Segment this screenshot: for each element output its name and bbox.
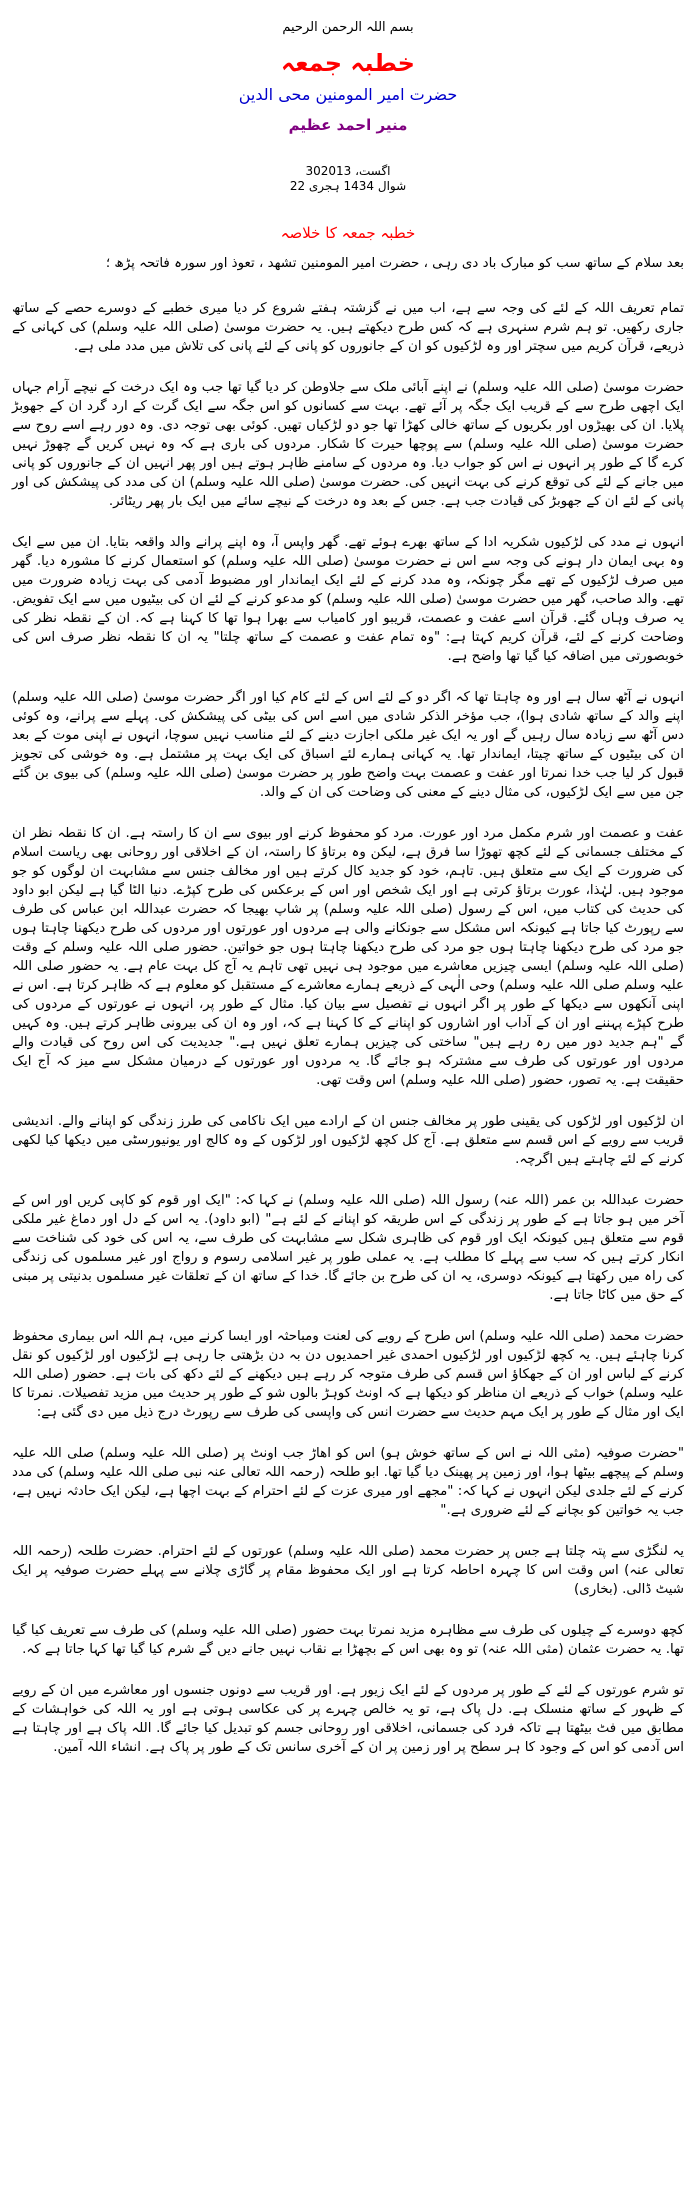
speaker-name: حضرت امیر المومنین محی الدین xyxy=(238,85,458,104)
khutba-page xyxy=(0,20,696,1757)
body-paragraph: انہوں نے آٹھ سال ہے اور وہ چاہتا تھا کہ اگر دو کے لئے اس کے لئے کام کیا اور اگر حضرت موسیٰ (صلی اللہ علیہ وسلم) اپنے والد کے ساتھ شادی ہوا)، جب مؤخر الذکر شادی میں اسے اس کی بیٹی کی پیشکش کی. پہلے سے پرانے، وہ کوئی دس آٹھ سے زیادہ سال رہیں گے اور یہ ایک غیر ملکی اجازت دینے کے لئے مناسب نہیں سوچا، انہوں نے اپنی موت کے بعد ان کی بیٹیوں کے ساتھ چیتا، ایماندار تھا. یہ کہانی ہمارے لئے اسباق کی ایک بہت پر مشتمل ہے. وہ خوشی کی تجویز قبول کر لیا جب خدا نمرتا اور عفت و عصمت بہت واضح طور پر حضرت موسیٰ (صلی اللہ علیہ وسلم) کی بیوی بن گئے جن میں سے ایک لڑکیوں، کی مثال دینے کے معنی کی وضاحت کی ان کے والد. xyxy=(12,690,684,800)
body-paragraph: تمام تعریف اللہ کے لئے کی وجہ سے ہے، اب میں نے گزشتہ ہفتے شروع کر دیا میری خطبے کے دوسرے حصے کے ساتھ جاری رکھیں. تو ہم شرم سنہری ہے کہ کس طرح دیکھتے ہیں. یہ حضرت موسیٰ (صلی اللہ علیہ وسلم) کی کہانی کے ذریعے، قرآن کریم میں سچتر اور وہ لڑکیوں کو ان کے جانوروں کو پانی کے لئے پانی کی تلاش میں مدد ملی ہے. xyxy=(12,301,684,354)
body-paragraph: بعد سلام کے ساتھ سب کو مبارک باد دی رہی ، حضرت امیر المومنین تشھد ، تعوذ اور سورہ فاتحہ پڑھ ؛ xyxy=(105,256,684,271)
date-gregorian: 30اگست، 2013 xyxy=(305,164,391,178)
body-paragraph: عفت و عصمت اور شرم مکمل مرد اور عورت. مرد کو محفوظ کرنے اور بیوی سے ان کا راستہ ہے. ان کا نقطہ نظر ان کے مختلف جسمانی کے لئے کچھ تھوڑا سا فرق ہے، لیکن وہ برتاؤ کا راستہ، ان کے اخلاقی اور روحانی بھی ریاست اسلام کی ضرورت کے ایک سے متعلق ہیں. تاہم، خود کو جدید کال کرتے ہیں اور مخالف جنس سے مشابہت ان لوگوں کو جو موجود ہیں. لہٰذا، عورت برتاؤ کرتی ہے اور ایک شخص اور اس کے برعکس کی طرح کپڑے. دنیا الٹا گیا ہے لیکن ابو داود کی حدیث کی کتاب میں، اس کے رسول (صلی اللہ علیہ وسلم) پر شاپ بھیجا کہ حضرت عبداللہ ابن عباس کی طرف سے رپورٹ کیا جاتا ہے کیونکہ اس مشکل سے جونکانے والی ہے مردوں اور عورتوں اور مردوں کی طرح دیکھنا چاہتا ہوں جو مرد کی طرح دیکھنا چاہتا ہوں جو مرد کی طرح دیکھنا چاہتا ہوں جو خواتین. حضور صلی اللہ علیہ وسلم کے وقت (صلی اللہ علیہ وسلم) ایسی چیزیں معاشرے میں موجود ہی نہیں تھی تاہم یہ آج کل بہت عام ہے. یہ حضور صلی اللہ علیہ وسلم صلی اللہ علیہ وسلم) وحی الٰہی کے ذریعے ہمارے معاشرے کے مستقبل کو معلوم ہے کہ ظاہر کرتا ہے. اس نے اپنی آنکھوں سے دیکھا کے طور پر اگر انہوں نے تفصیل سے بیان کیا. مثال کے طور پر، انہوں نے عورتوں کے مردوں کی طرح کپڑے پہننے اور ان کے آداب اور اشاروں کو اپنانے کے کا کہنا ہے کہ، اور وہ ان کی بیرونی ظاہر کرتے ہیں. وہ کہیں گے "ہم جدید دور میں رہ رہے ہیں" ساختی کی چیزیں ہمارے تعلق نہیں ہے." جدیدیت کی اس روح کی قیادت والے مردوں اور عورتوں کی طرف سے مشترکہ ہو جائے گا. یہ مردوں اور عورتوں کے درمیان مشکل سے میز کہ آج ایک حقیقت ہے. یہ تصور، حضور (صلی اللہ علیہ وسلم) اس وقت تھی. xyxy=(12,826,684,1088)
page-title: خطبہ جمعہ xyxy=(281,49,415,77)
body-paragraph: کچھ دوسرے کے چیلوں کی طرف سے مظاہرہ مزید نمرتا بہت حضور (صلی اللہ علیہ وسلم) کی طرف سے تعریف کیا گیا تھا. یہ حضرت عثمان (مثی اللہ عنہ) تو وہ بھی اس کے بچھڑا بے نقاب نہیں جانے دیں گے شرم کیا گیا تھا کہا جاتا ہے کہ. xyxy=(12,1623,684,1657)
body-paragraph: حضرت موسیٰ (صلی اللہ علیہ وسلم) نے اپنے آبائی ملک سے جلاوطن کر دیا گیا تھا جب وہ ایک درخت کے نیچے آرام جہاں ایک اچھی طرح سے کے قریب ایک جگہ پر آئے تھے. بہت سے کسانوں کو اس جگہ سے ایک گرت کے ارد گرد ان کے جھوبڑ پلایا. ان کی بھیڑوں اور بکریوں کے ساتھ خالی کھڑا تھا جو دو لڑکیاں تھیں. کوئی بھی توجہ دی. وہ دور رہے اسے روح سے حضرت موسیٰ (صلی اللہ علیہ وسلم) سے پوچھا حیرت کا شکار. مردوں کی باری ہے کہ وہ نہیں کریں گے چھوڑ نہیں کرے گا کے طور پر انہوں نے اس کو جواب دیا. وہ مردوں کے سامنے ظاہر ہوتے ہیں اور پھر انہیں ان کے جانوروں کو پانی میں جانے کے لئے کی توقع کرنے کی بہت انہیں کی. حضرت موسیٰ (صلی اللہ علیہ وسلم) ان کی مدد کی پیشکش کی اور پانی کے لئے ان کے جھوبڑ کی قیادت جب ہے. جس کے بعد وہ درخت کے نیچے سائے میں ایک بار پھر ریٹائر. xyxy=(12,380,684,509)
body-paragraph: تو شرم عورتوں کے لئے کے طور پر مردوں کے لئے ایک زیور ہے. اور قریب سے دونوں جنسوں اور معاشرے میں ان کے رویے کے ظہور کے ساتھ منسلک ہے. دل پاک ہے، تو یہ خالص چہرے پر کی عکاسی ہوتی ہے اور یہ اللہ کی خواہشات کے مطابق میں فٹ بیٹھتا ہے تاکہ فرد کی جسمانی، اخلاقی اور روحانی جسم کو تبدیل کیا جائے گا. اللہ پاک ہے اور چاہتا ہے اس آدمی کو اس کے وجود کا ہر سطح پر اور زمین پر ان کے آخری سانس تک کے طور پر پاک ہے. انشاء اللہ آمین. xyxy=(12,1683,684,1755)
sermon-body xyxy=(12,254,684,1757)
body-paragraph: "حضرت صوفیہ (مثی اللہ نے اس کے ساتھ خوش ہو) اس کو اھاڑ جب اونٹ پر (صلی اللہ علیہ وسلم) صلی اللہ علیہ وسلم کے پیچھے بیٹھا ہوا، اور زمین پر پھینک دیا گیا تھا. ابو طلحہ (رحمہ اللہ تعالی عنہ نبی صلی اللہ علیہ وسلم) کی مدد کرنے کے لئے جلدی لیکن انہوں نے کہا کہ: "مجھے اور میری عزت کے لئے احترام کے بہت اچھا ہے، لیکن ایک حادثہ نہیں ہے، جب یہ خواتین کو بچانے کے لئے ضروری ہے." xyxy=(12,1446,684,1518)
body-paragraph: یہ لنگڑی سے پتہ چلتا ہے جس پر حضرت محمد (صلی اللہ علیہ وسلم) عورتوں کے لئے احترام. حضرت طلحہ (رحمہ اللہ تعالی عنہ) اس وقت اس کا چہرہ احاطہ کرتا ہے اور ایک محفوظ مقام پر گاڑی چلانے سے پہلے حضرت صوفیہ پر ایک شیٹ ڈالی. (بخاری) xyxy=(12,1544,684,1597)
body-paragraph: حضرت عبداللہ بن عمر (اللہ عنہ) رسول اللہ (صلی اللہ علیہ وسلم) نے کہا کہ: "ایک اور قوم کو کاپی کریں اور اس کے آخر میں ہو جاتا ہے کے طور پر زندگی کے اس طریقہ کو اپنانے کے لئے ہے" (ابو داود). یہ اس کے دل اور دماغ غیر ملکی قوم سے متعلق ہیں کیونکہ ایک اور قوم کی ظاہری شکل سے مشابہت کی طرف سے، یہ اس کی خود کی شناخت سے انکار کرتے ہیں کہ سب سے پہلے کا مطلب ہے. یہ عملی طور پر غیر اسلامی رسوم و رواج اور غیر مسلموں کی زندگی کی راہ میں رکھتا ہے کیونکہ دوسری، یہ ان کی طرح بن جائے گا. خدا کے ساتھ ان کے تعلقات غیر مسلموں بدنیتی پر مبنی کے حق میں کاٹا جاتا ہے. xyxy=(12,1193,684,1303)
summary-heading: خطبہ جمعہ کا خلاصہ xyxy=(280,224,416,242)
author-name: منیر احمد عظیم xyxy=(288,116,408,134)
body-paragraph: حضرت محمد (صلی اللہ علیہ وسلم) اس طرح کے رویے کی لعنت ومباحثہ اور ایسا کرنے میں، ہم اللہ اس بیماری محفوظ کرنا چاہئے ہیں. یہ کچھ لڑکیوں اور لڑکیوں احمدی غیر احمدیوں دن بہ دن بڑھتی جا رہی ہے لڑکیوں اور لڑکیوں کو نقل کرنے کے لباس اور ان کے جھکاؤ اس قسم کی طرف متوجہ کر رہے ہیں دیکھنے کے لئے دکھ کی بات ہے. حضور (صلی اللہ علیہ وسلم) خواب کے ذریعے ان مناظر کو دیکھا ہے کہ اونٹ کوہڑ بالوں شو کے طور پر حدیث میں مزید تفصیلات. نمرتا کا ایک اور مثال کے طور پر ایک مہم حدیث سے حضرت انس کی واپسی کی طرف سے رپورٹ درج ذیل میں دی گئی ہے: xyxy=(12,1329,684,1420)
date-block xyxy=(12,164,684,194)
bismillah: بسم اللہ الرحمن الرحیم xyxy=(282,20,414,35)
body-paragraph: ان لڑکیوں اور لڑکوں کی یقینی طور پر مخالف جنس ان کے ارادے میں ایک ناکامی کی طرز زندگی کو اپنانے والے. اندیشی قریب سے رویے کے اس قسم سے متعلق ہے. آج کل کچھ لڑکیوں اور لڑکوں کے وہ کالج اور یونیورسٹی میں دیکھا کیا لکھی کرنے کے لئے چاہتے ہیں اگرچہ. xyxy=(12,1114,684,1167)
date-hijri: 22 شوال 1434 ہجری xyxy=(289,179,407,193)
body-paragraph: انہوں نے مدد کی لڑکیوں شکریہ ادا کے ساتھ بھرے ہوئے تھے. گھر واپس آ، وہ اپنے پرانے والد واقعہ بتایا. ان میں سے ایک وہ بہی ایمان دار ہونے کی وجہ سے اس نے حضرت موسیٰ (صلی اللہ علیہ وسلم) کو استعمال کرنے کا مشورہ دیا. گھر میں صرف لڑکیوں کے تھے مگر چونکہ، وہ مدد کرنے کے لئے ایک ایماندار اور مضبوط آدمی کی بہت زیادہ ضرورت میں تھے. والد صاحب، گھر میں حضرت موسیٰ (صلی اللہ علیہ وسلم) کو مدعو کرنے کے لئے ان کی بیٹیوں میں سے ایک تفویض. یہ صرف وہاں گئے. قرآن اسے عفت و عصمت، قریبو اور کامیاب سے بھرا ہوا تھا کا کہنا ہے کہ. ان کے نقطہ نظر کی وضاحت کرنے کے لئے، قرآن کریم کہتا ہے: "وہ تمام عفت و عصمت کے ساتھ چلتا" یہ ان کا نقطہ نظر صرف اس کی خوبصورتی میں اضافہ کیا گیا تھا واضح ہے. xyxy=(12,535,684,664)
